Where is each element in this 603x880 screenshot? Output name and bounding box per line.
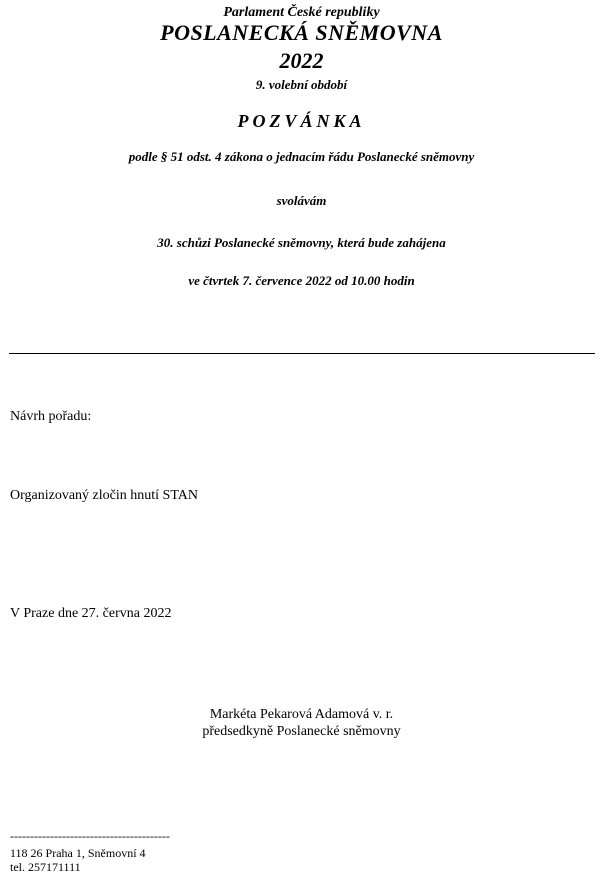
document-title: POZVÁNKA [237,111,366,131]
signatory-name: Markéta Pekarová Adamová v. r. [209,707,394,722]
convene-statement: svolávám [276,193,327,208]
agenda-label: Návrh pořadu: [10,409,92,424]
place-and-date: V Praze dne 27. června 2022 [10,606,172,621]
session-line: 30. schůzi Poslanecké sněmovny, která bude zahájena [157,235,446,250]
chamber-name: POSLANECKÁ SNĚMOVNA [160,20,443,45]
footer-separator: ---------------------------------------- [10,829,170,843]
session-start: ve čtvrtek 7. července 2022 od 10.00 hodin [188,273,415,288]
legal-basis: podle § 51 odst. 4 zákona o jednacím řádu Poslanecké sněmovny [128,149,475,164]
year: 2022 [279,48,324,73]
signatory-title: předsedkyně Poslanecké sněmovny [202,724,401,739]
footer-phone: tel. 257171111 [10,860,81,874]
institution-name: Parlament České republiky [223,5,380,20]
footer-address: 118 26 Praha 1, Sněmovní 4 [10,846,146,860]
agenda-item: Organizovaný zločin hnutí STAN [10,488,198,503]
electoral-term: 9. volební období [255,77,348,92]
horizontal-divider [9,353,595,354]
